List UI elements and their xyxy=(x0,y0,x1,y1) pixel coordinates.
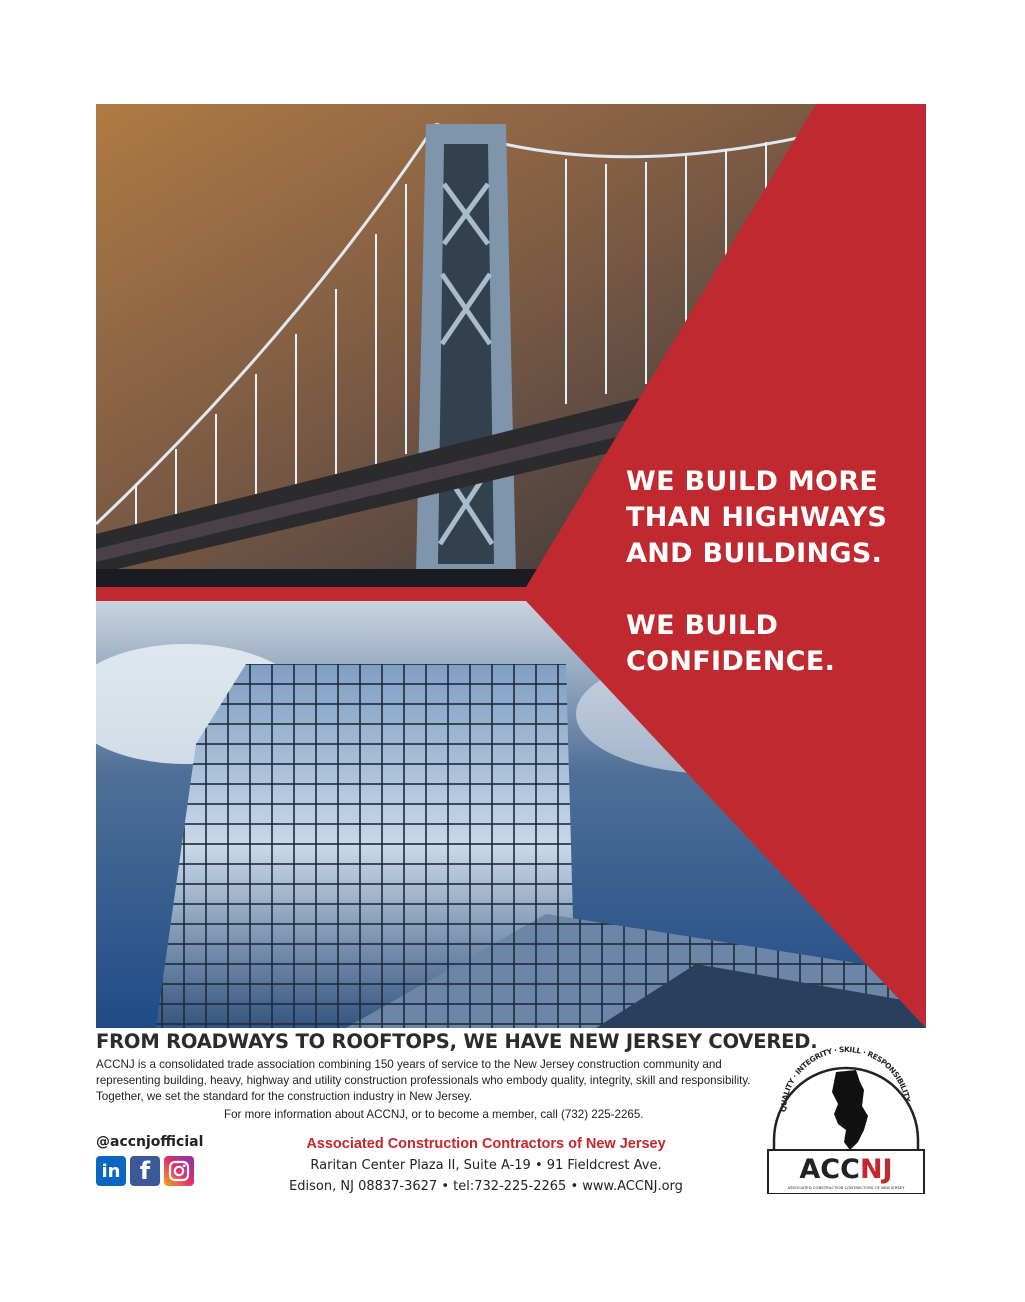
logo-wordmark-a: ACC xyxy=(799,1154,860,1185)
logo-ring-text: QUALITY · INTEGRITY · SKILL · RESPONSIBILITY xyxy=(778,1044,913,1113)
social-links xyxy=(96,1156,194,1186)
advertisement xyxy=(96,104,926,1197)
social-handle[interactable]: @accnjofficial xyxy=(96,1134,204,1150)
headline-line: CONFIDENCE. xyxy=(626,646,836,677)
headline-line: AND BUILDINGS. xyxy=(626,538,883,569)
headline-line: THAN HIGHWAYS xyxy=(626,502,888,533)
linkedin-glyph: in xyxy=(101,1160,121,1182)
instagram-icon[interactable] xyxy=(164,1156,194,1186)
accnj-logo xyxy=(764,1030,928,1194)
contact-address xyxy=(276,1134,696,1197)
headline xyxy=(626,464,926,680)
address-line-1: Raritan Center Plaza II, Suite A-19 • 91 Fieldcrest Ave. xyxy=(310,1158,662,1173)
organization-name: Associated Construction Contractors of New Jersey xyxy=(306,1136,666,1152)
headline-line: WE BUILD MORE xyxy=(626,466,879,497)
facebook-glyph: f xyxy=(139,1157,151,1185)
address-line-2[interactable]: Edison, NJ 08837-3627 • tel:732-225-2265 • www.ACCNJ.org xyxy=(289,1179,683,1194)
logo-subtitle: ASSOCIATED CONSTRUCTION CONTRACTORS OF NEW JERSEY xyxy=(787,1185,905,1190)
description: ACCNJ is a consolidated trade association combining 150 years of service to the New Jersey construction community and representing building, heavy, highway and utility construction professionals who embody quality, integrity, skill and responsibility. Together, we set the standard for the construction industry in New Jersey. xyxy=(96,1058,751,1103)
logo-wordmark-b: NJ xyxy=(859,1154,893,1185)
more-info-text: For more information about ACCNJ, or to become a member, call (732) 225-2265. xyxy=(224,1108,644,1121)
headline-line: WE BUILD xyxy=(626,610,779,641)
logo-wordmark xyxy=(799,1154,892,1185)
tagline: FROM ROADWAYS TO ROOFTOPS, WE HAVE NEW JERSEY COVERED. xyxy=(96,1030,818,1053)
linkedin-icon[interactable] xyxy=(96,1156,126,1186)
hero-image-panel xyxy=(96,104,926,1028)
facebook-icon[interactable] xyxy=(130,1156,160,1186)
